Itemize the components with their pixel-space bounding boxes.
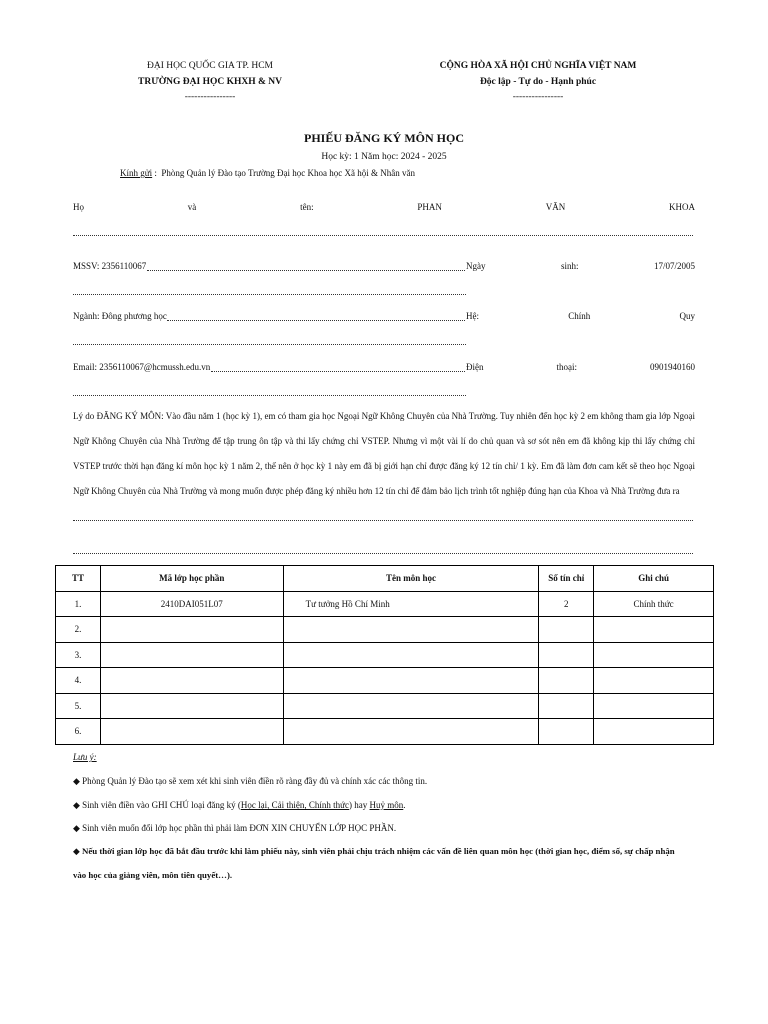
table-row [56, 719, 714, 745]
note[interactable] [594, 719, 714, 745]
form-title: PHIẾU ĐĂNG KÝ MÔN HỌC [304, 131, 464, 145]
name-word: PHAN [417, 202, 442, 212]
credits[interactable] [539, 642, 594, 668]
note-text: Sinh viên muốn đổi lớp học phần thì phải làm ĐƠN XIN CHUYỂN LỚP HỌC PHẦN. [82, 823, 397, 833]
note-text: Sinh viên điền vào GHI CHÚ loại đăng ký ( [82, 800, 241, 810]
phone [466, 362, 695, 372]
note-underlined: Huỷ môn [369, 800, 404, 810]
dob-value: 17/07/2005 [653, 261, 695, 271]
dob-word: sinh: [560, 261, 579, 271]
table-header-row [56, 566, 714, 592]
course-table [55, 565, 714, 745]
name-word: và [187, 202, 197, 212]
row-number: 6. [56, 719, 101, 745]
note-item [73, 846, 695, 857]
note-item [73, 800, 406, 811]
row-number: 5. [56, 693, 101, 719]
class-code[interactable] [100, 642, 283, 668]
table-row [56, 591, 714, 617]
dotted-line [73, 520, 693, 521]
note-text: Phòng Quản lý Đào tạo sẽ xem xét khi sinh viên điền rõ ràng đầy đủ và chính xác các thông tin. [82, 776, 428, 786]
class-code[interactable] [100, 719, 283, 745]
phone-value: 0901940160 [650, 362, 695, 372]
column-header: Số tín chỉ [539, 566, 594, 592]
phone-word: Điện [466, 362, 484, 372]
note[interactable] [594, 693, 714, 719]
table-row [56, 642, 714, 668]
system-word: Hệ: [466, 311, 479, 321]
dotted-line [73, 294, 466, 295]
diamond-bullet-icon: ◆ [73, 823, 80, 833]
course-name[interactable] [283, 719, 539, 745]
republic-name: CỘNG HÒA XÃ HỘI CHỦ NGHĨA VIỆT NAM [439, 61, 637, 71]
dotted-fill [167, 320, 465, 321]
credits[interactable] [539, 668, 594, 694]
note[interactable] [594, 668, 714, 694]
note-text: ) hay [349, 800, 370, 810]
dotted-fill [211, 371, 465, 372]
name-word: VĂN [545, 202, 566, 212]
row-number: 4. [56, 668, 101, 694]
diamond-bullet-icon: ◆ [73, 800, 80, 810]
faculty-name: TRƯỜNG ĐẠI HỌC KHXH & NV [138, 77, 282, 87]
class-code[interactable] [100, 617, 283, 643]
name-row [73, 202, 695, 212]
column-header: TT [56, 566, 101, 592]
addressee-text: Phòng Quản lý Đào tạo Trường Đại học Khoa học Xã hội & Nhân văn [161, 168, 416, 178]
note-text: Nếu thời gian lớp học đã bắt đầu trước khi làm phiếu này, sinh viên phải chịu trách nhiệm các vấn đề liên quan môn học (thời gian học, điểm số, sự chấp nhận [81, 846, 675, 856]
table-row [56, 693, 714, 719]
addressee [120, 168, 415, 178]
note[interactable] [594, 642, 714, 668]
column-header: Ghi chú [594, 566, 714, 592]
note-item [73, 823, 396, 834]
name-word: tên: [300, 202, 314, 212]
date-of-birth [466, 261, 695, 271]
form-subtitle: Học kỳ: 1 Năm học: 2024 - 2025 [321, 152, 447, 162]
phone-word: thoại: [556, 362, 577, 372]
student-id: MSSV: 2356110067 [73, 261, 147, 271]
header-right-divider: ---------------- [512, 92, 564, 102]
addressee-label: Kính gửi [120, 168, 153, 178]
dotted-line [73, 553, 693, 554]
course-name[interactable] [283, 693, 539, 719]
class-code[interactable] [100, 668, 283, 694]
credits[interactable] [539, 693, 594, 719]
class-code: 2410DAI051L07 [100, 591, 283, 617]
registration-reason: Lý do ĐĂNG KÝ MÔN: Vào đầu năm 1 (học kỳ 1), em có tham gia học Ngoại Ngữ Không Chuyên của Nhà Trường. Tuy nhiên đến học kỳ 2 em không tham gia lớp Ngoại Ngữ Không Chuyên của Nhà Trường để tập trung ôn tập và thi lấy chứng chỉ VSTEP. Nhưng vì một vài lí do chủ quan và sơ sót nên em đã không kịp thi lấy chứng chỉ VSTEP trước thời hạn đăng kí môn học kỳ 1 năm 2, thế nên ở học kỳ 1 này em đã bị giới hạn chỉ được đăng ký 12 tín chỉ/ 1 kỳ. Em đã làm đơn cam kết sẽ theo học Ngoại Ngữ Không Chuyên của Nhà Trường và mong muốn được phép đăng ký nhiều hơn 12 tín chỉ để đảm bảo lịch trình tốt nghiệp đúng hạn của Khoa và Nhà Trường đưa ra [73, 411, 695, 496]
program-system [466, 311, 695, 321]
addressee-colon: : [152, 168, 162, 178]
diamond-bullet-icon: ◆ [73, 846, 80, 856]
column-header: Mã lớp học phần [100, 566, 283, 592]
notes-label: Lưu ý: [73, 752, 97, 762]
dotted-line [73, 395, 466, 396]
course-name[interactable] [283, 668, 539, 694]
system-word: Chính [568, 311, 591, 321]
dotted-line [73, 344, 466, 345]
dotted-line [73, 235, 693, 236]
note: Chính thức [594, 591, 714, 617]
credits[interactable] [539, 617, 594, 643]
note-text: . [403, 800, 406, 810]
major: Ngành: Đông phương học [73, 311, 167, 321]
note-text-continued: vào học của giảng viên, môn tiên quyết…). [73, 870, 233, 880]
dob-word: Ngày [466, 261, 486, 271]
table-row [56, 617, 714, 643]
row-number: 3. [56, 642, 101, 668]
diamond-bullet-icon: ◆ [73, 776, 80, 786]
course-name[interactable] [283, 642, 539, 668]
row-number: 1. [56, 591, 101, 617]
header-left-divider: ---------------- [184, 92, 236, 102]
name-word: Họ [73, 202, 84, 212]
column-header: Tên môn học [283, 566, 539, 592]
dotted-fill [147, 270, 465, 271]
name-word: KHOA [669, 202, 695, 212]
note-underlined: Học lại, Cải thiện, Chính thức [240, 800, 350, 810]
class-code[interactable] [100, 693, 283, 719]
email: Email: 2356110067@hcmussh.edu.vn [73, 362, 211, 372]
table-row [56, 668, 714, 694]
credits: 2 [539, 591, 594, 617]
system-word: Quy [679, 311, 695, 321]
note-item [73, 776, 427, 787]
credits[interactable] [539, 719, 594, 745]
row-number: 2. [56, 617, 101, 643]
course-name: Tư tưởng Hồ Chí Minh [283, 591, 539, 617]
university-name: ĐẠI HỌC QUỐC GIA TP. HCM [147, 61, 273, 71]
note[interactable] [594, 617, 714, 643]
motto: Độc lập - Tự do - Hạnh phúc [479, 77, 597, 87]
course-name[interactable] [283, 617, 539, 643]
